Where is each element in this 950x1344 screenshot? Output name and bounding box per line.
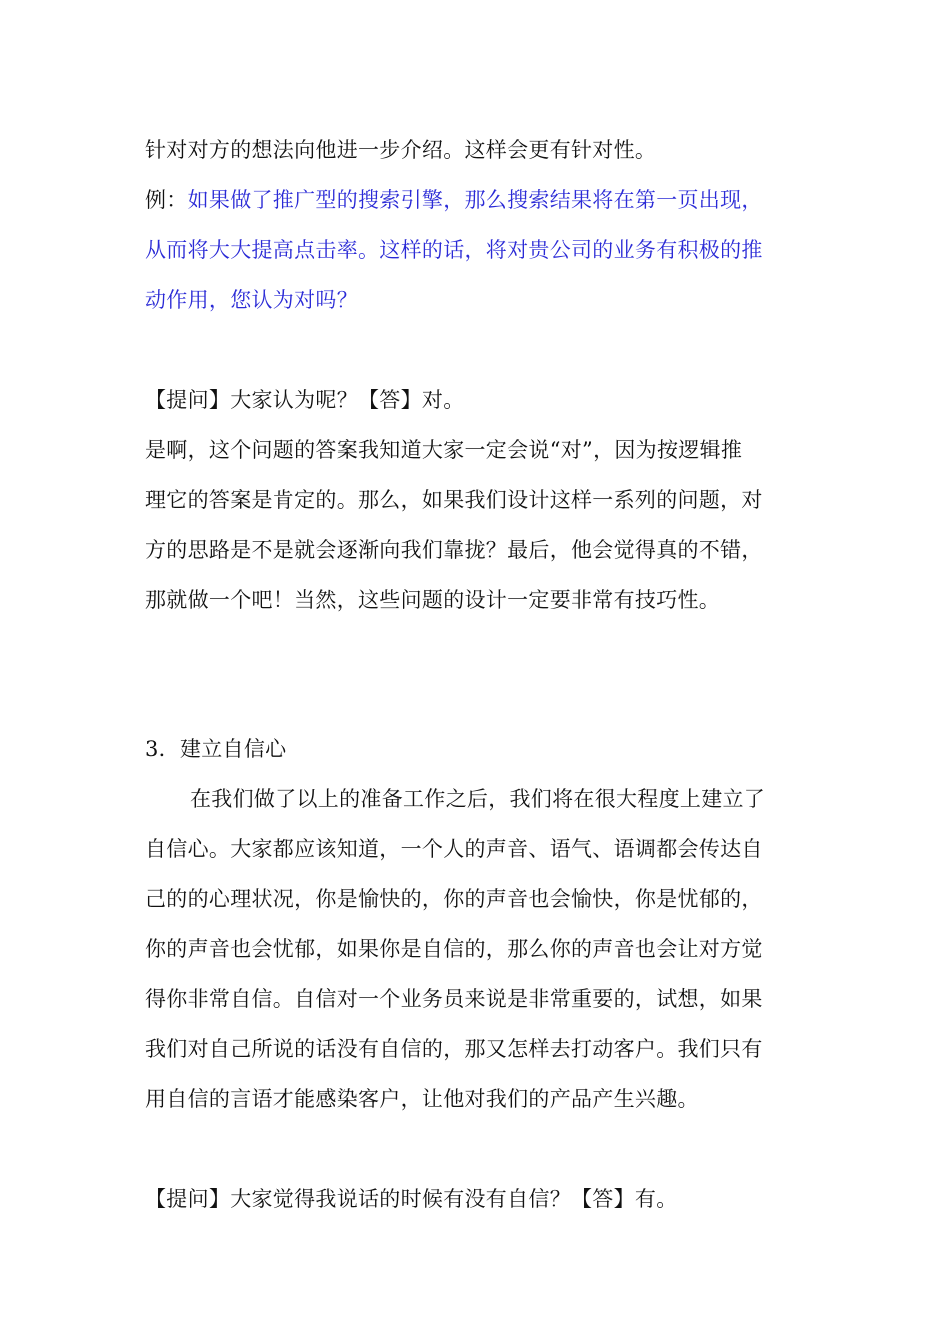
question-line: 【提问】大家觉得我说话的时候有没有自信？【答】有。 [145,1187,678,1211]
example-line: 动作用，您认为对吗？ [145,288,358,312]
paragraph-line: 针对对方的想法向他进一步介绍。这样会更有针对性。 [145,138,657,162]
paragraph-line: 你的声音也会忧郁，如果你是自信的，那么你的声音也会让对方觉 [145,937,763,961]
example-line: 从而将大大提高点击率。这样的话，将对贵公司的业务有积极的推 [145,238,763,262]
paragraph-line: 理它的答案是肯定的。那么，如果我们设计这样一系列的问题，对 [145,488,763,512]
paragraph-line: 是啊，这个问题的答案我知道大家一定会说“对”，因为按逻辑推 [145,438,743,462]
section-heading: 3．建立自信心 [145,737,287,761]
example-text: 如果做了推广型的搜索引擎，那么搜索结果将在第一页出现， [187,188,763,212]
paragraph-line: 我们对自己所说的话没有自信的，那又怎样去打动客户。我们只有 [145,1037,763,1061]
example-label: 例： [145,188,188,212]
paragraph-line: 得你非常自信。自信对一个业务员来说是非常重要的，试想，如果 [145,987,763,1011]
question-line: 【提问】大家认为呢？【答】对。 [145,388,465,412]
example-line [145,186,763,214]
paragraph-line: 用自信的言语才能感染客户，让他对我们的产品产生兴趣。 [145,1087,699,1111]
paragraph-line: 那就做一个吧！当然，这些问题的设计一定要非常有技巧性。 [145,588,721,612]
paragraph-line: 方的思路是不是就会逐渐向我们靠拢？最后，他会觉得真的不错， [145,538,763,562]
paragraph-line: 己的的心理状况，你是愉快的，你的声音也会愉快，你是忧郁的， [145,887,763,911]
paragraph-line: 在我们做了以上的准备工作之后，我们将在很大程度上建立了 [190,787,766,811]
paragraph-line: 自信心。大家都应该知道，一个人的声音、语气、语调都会传达自 [145,837,763,861]
